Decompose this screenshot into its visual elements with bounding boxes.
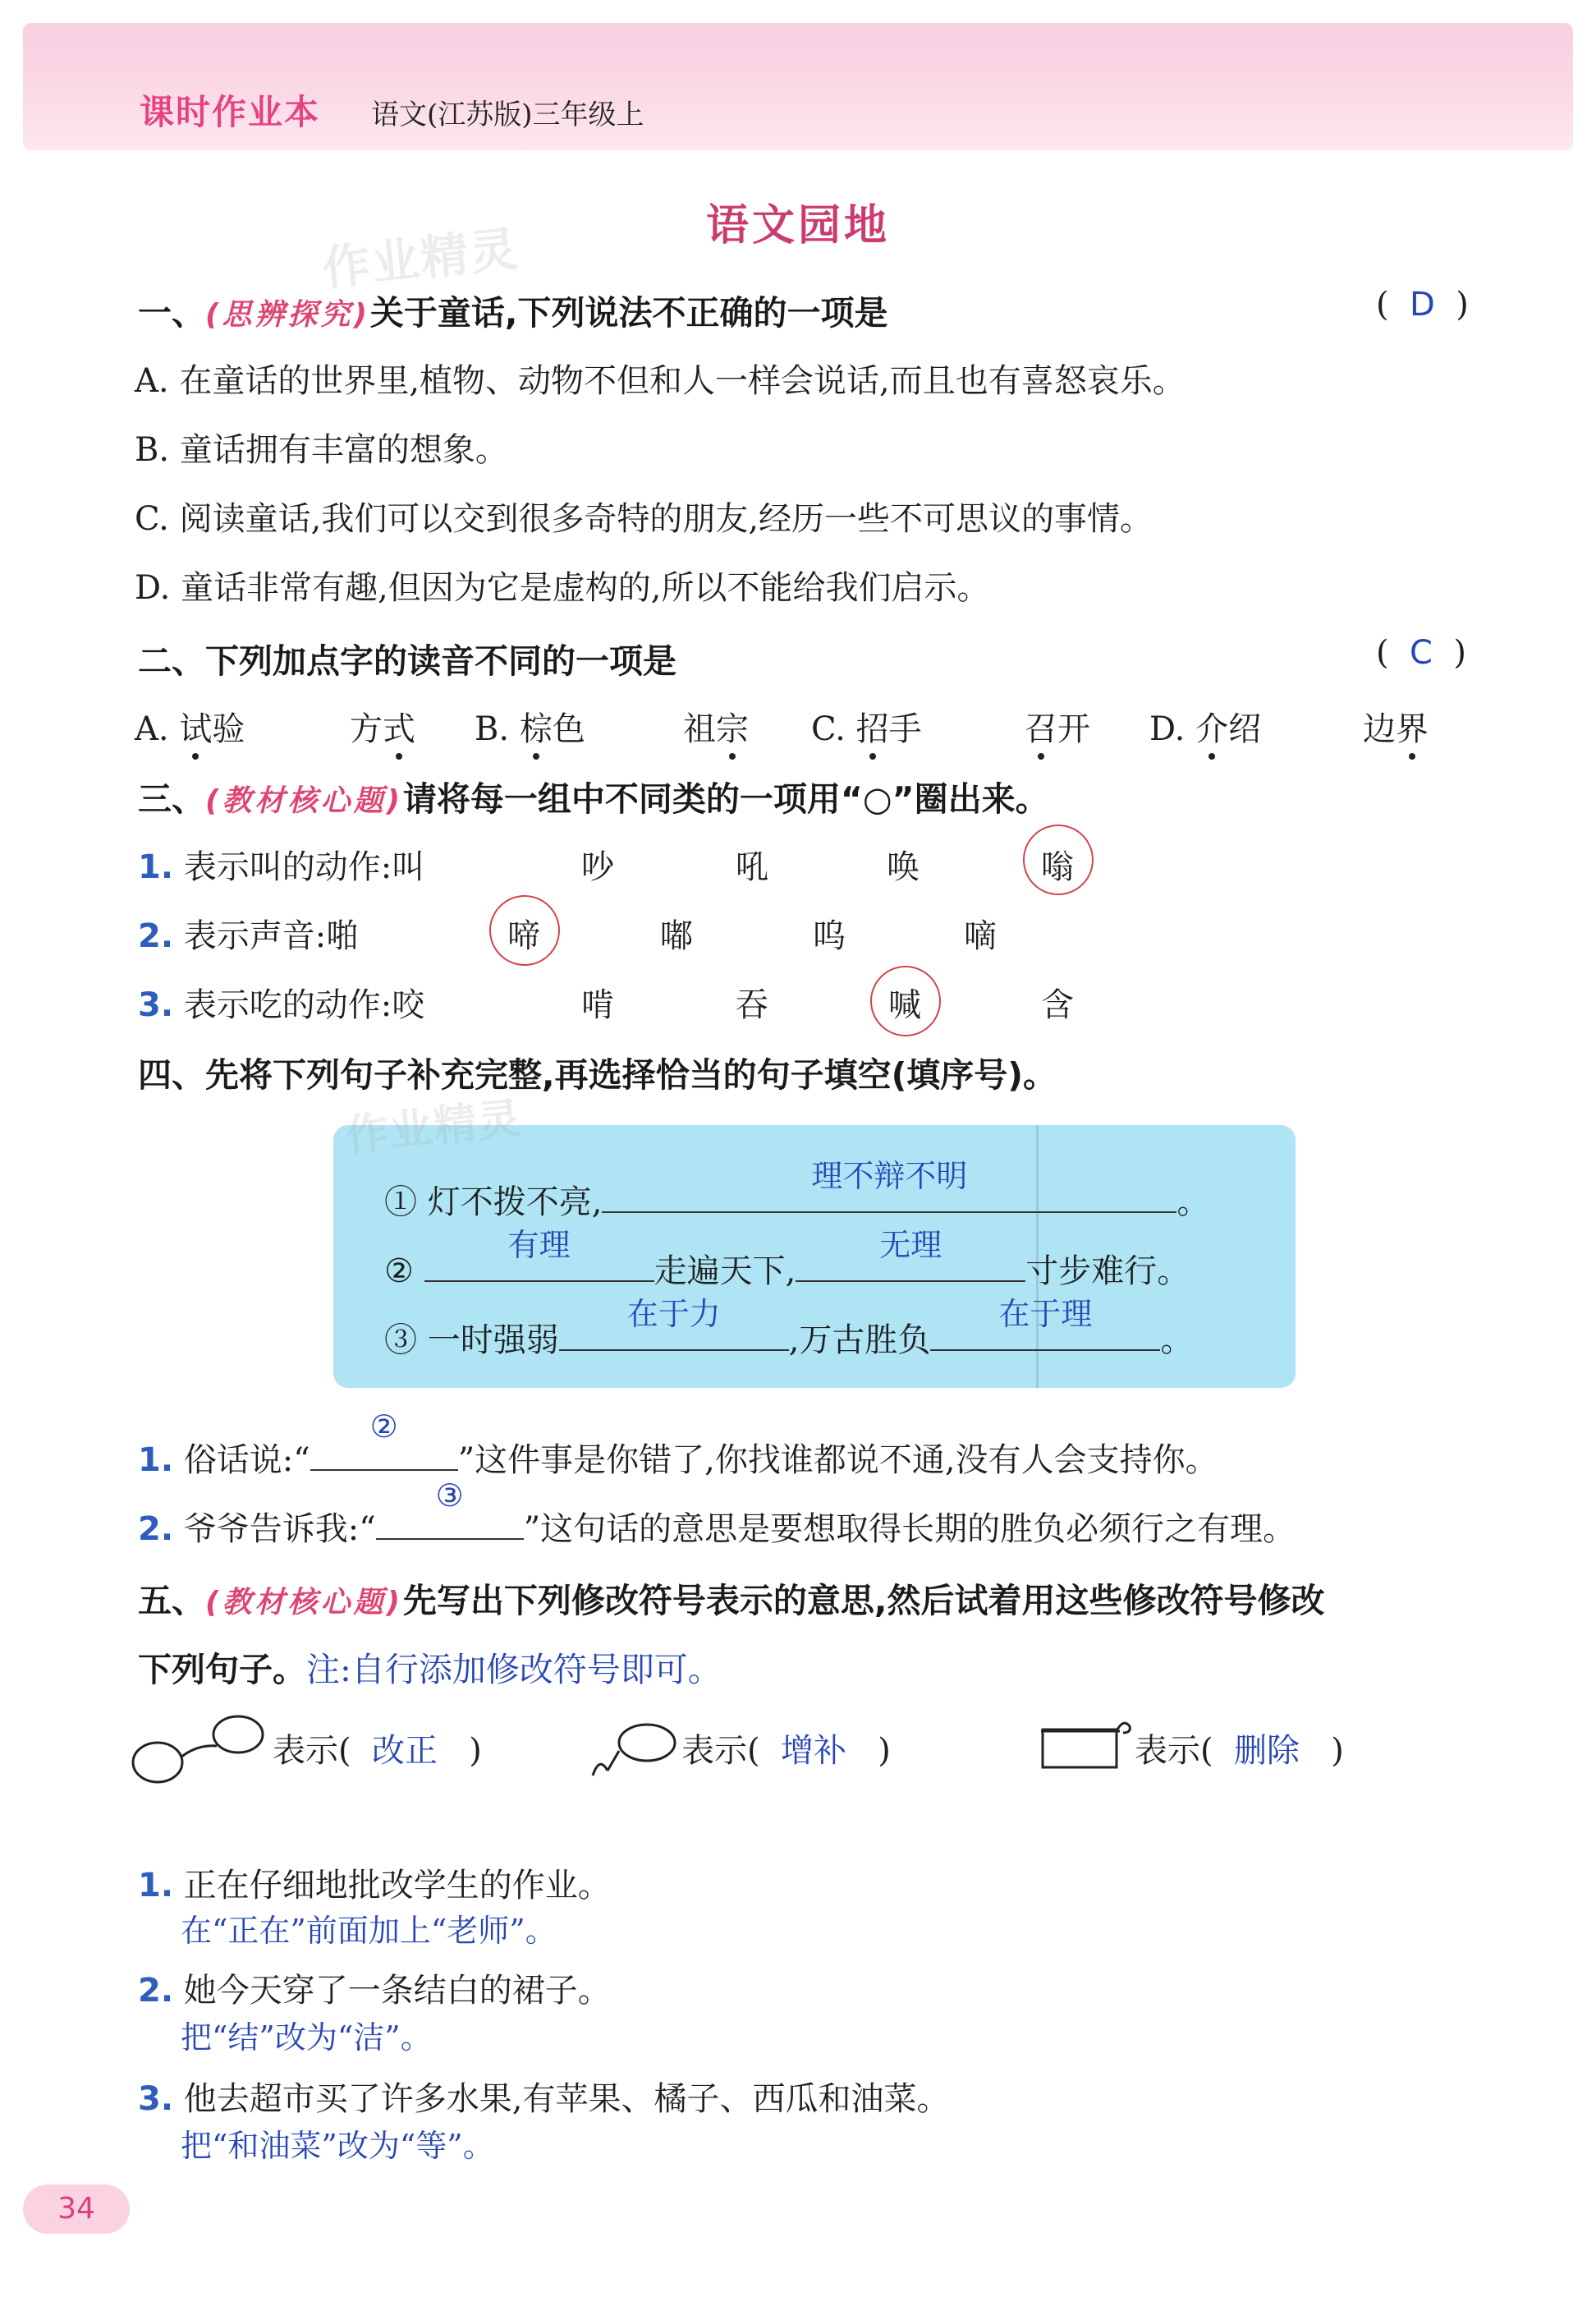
q3-word-circled: 啼 <box>507 917 540 955</box>
q1-question: 一、(思辨探究)关于童话,下列说法不正确的一项是 <box>138 293 888 333</box>
q3-word-circled: 嗡 <box>1041 848 1074 886</box>
fill-answer: ② <box>369 1408 398 1445</box>
q5-item-3: 3. 他去超市买了许多水果,有苹果、橘子、西瓜和油菜。 <box>138 2080 950 2118</box>
q2-question: 二、下列加点字的读音不同的一项是 <box>138 641 676 681</box>
q5-question-cont: 下列句子。注:自行添加修改符号即可。 <box>138 1650 722 1689</box>
symbol-2-meaning: 表示( 增补 ) <box>681 1732 891 1770</box>
answer-circle <box>489 895 560 966</box>
q5-item-1: 1. 正在仔细地批改学生的作业。 <box>138 1867 611 1904</box>
symbol-3-meaning: 表示( 删除 ) <box>1135 1732 1344 1770</box>
q3-word: 吼 <box>736 848 768 886</box>
q4-sub-1: 1. 俗话说:“ ② ”这件事是你错了,你找谁都说不通,没有人会支持你。 <box>138 1408 1218 1479</box>
answer-circle <box>1023 825 1094 895</box>
q4-sentence-2: ② 有理 走遍天下, 无理 寸步难行。 <box>384 1245 1190 1292</box>
q2-option-d: D. 介绍 <box>1149 703 1261 750</box>
q2-option-c2: 召开 <box>1025 703 1090 750</box>
q2-answer-paren: ( C ) <box>1376 634 1467 672</box>
q3-word: 吵 <box>581 848 614 886</box>
page-number: 34 <box>23 2184 130 2234</box>
delete-symbol-icon <box>1038 1711 1136 1785</box>
correction-symbol-icon <box>131 1703 271 1794</box>
q1-option-d: D. 童话非常有趣,但因为它是虚构的,所以不能给我们启示。 <box>135 569 990 607</box>
fill-answer: 在于力 <box>626 1296 721 1332</box>
q3-word: 啃 <box>581 986 614 1024</box>
q1-option-b: B. 童话拥有丰富的想象。 <box>135 431 508 469</box>
fill-answer: ③ <box>435 1477 464 1514</box>
q4-sentence-3: ③ 一时强弱 在于力 ,万古胜负 在于理 。 <box>384 1314 1193 1361</box>
q5-note: 注:自行添加修改符号即可。 <box>306 1650 722 1689</box>
q3-word-circled: 喊 <box>888 986 921 1024</box>
q3-word: 含 <box>1041 986 1074 1024</box>
q2-option-c: C. 招手 <box>811 703 922 750</box>
q2-option-b: B. 棕色 <box>475 703 585 750</box>
q5-question: 五、(教材核心题)先写出下列修改符号表示的意思,然后试着用这些修改符号修改 <box>138 1581 1325 1620</box>
insert-symbol-icon <box>588 1710 683 1784</box>
q3-row-2: 2. 表示声音:啪 <box>138 917 360 955</box>
fill-answer: 无理 <box>879 1227 942 1263</box>
watermark: 作业精灵 <box>343 1093 525 1162</box>
q2-option-b2: 祖宗 <box>683 703 749 750</box>
q1-answer-paren: ( D ) <box>1376 286 1469 324</box>
q5-item-2: 2. 她今天穿了一条结白的裙子。 <box>138 1972 611 2010</box>
page-title: 语文园地 <box>705 201 890 250</box>
q1-option-a: A. 在童话的世界里,植物、动物不但和人一样会说话,而且也有喜怒哀乐。 <box>135 362 1186 400</box>
header-subtitle: 语文(江苏版)三年级上 <box>371 99 644 131</box>
q4-sentence-1: ① 灯不拨不亮, 理不辩不明 。 <box>384 1176 1209 1223</box>
fill-answer: 有理 <box>507 1227 571 1263</box>
q3-row-1: 1. 表示叫的动作:叫 <box>138 848 425 886</box>
watermark: 作业精灵 <box>319 220 522 297</box>
symbol-1-meaning: 表示( 改正 ) <box>273 1732 482 1770</box>
q4-sub-2: 2. 爷爷告诉我:“ ③ ”这句话的意思是要想取得长期的胜负必须行之有理。 <box>138 1477 1296 1548</box>
q3-word: 唤 <box>887 848 920 886</box>
q5-item-1-answer: 在“正在”前面加上“老师”。 <box>181 1913 557 1949</box>
header-title: 课时作业本 <box>140 92 321 132</box>
q3-question: 三、(教材核心题)请将每一组中不同类的一项用“○”圈出来。 <box>138 779 1049 819</box>
q3-word: 吞 <box>736 986 768 1024</box>
q3-row-3: 3. 表示吃的动作:咬 <box>138 986 425 1024</box>
q3-word: 嘟 <box>660 917 693 955</box>
q2-option-a2: 方式 <box>350 703 415 750</box>
q2-option-a: A. 试验 <box>135 703 245 750</box>
q5-item-2-answer: 把“结”改为“洁”。 <box>181 2019 432 2056</box>
q3-word: 嘀 <box>964 917 997 955</box>
q2-option-d2: 边界 <box>1363 703 1429 750</box>
fill-answer: 在于理 <box>998 1296 1093 1332</box>
answer-circle <box>870 966 941 1036</box>
q5-item-3-answer: 把“和油菜”改为“等”。 <box>181 2128 494 2164</box>
q4-question: 四、先将下列句子补充完整,再选择恰当的句子填空(填序号)。 <box>138 1055 1057 1095</box>
q3-word: 呜 <box>813 917 846 955</box>
fill-answer: 理不辩不明 <box>811 1158 968 1194</box>
q1-option-c: C. 阅读童话,我们可以交到很多奇特的朋友,经历一些不可思议的事情。 <box>135 500 1153 538</box>
